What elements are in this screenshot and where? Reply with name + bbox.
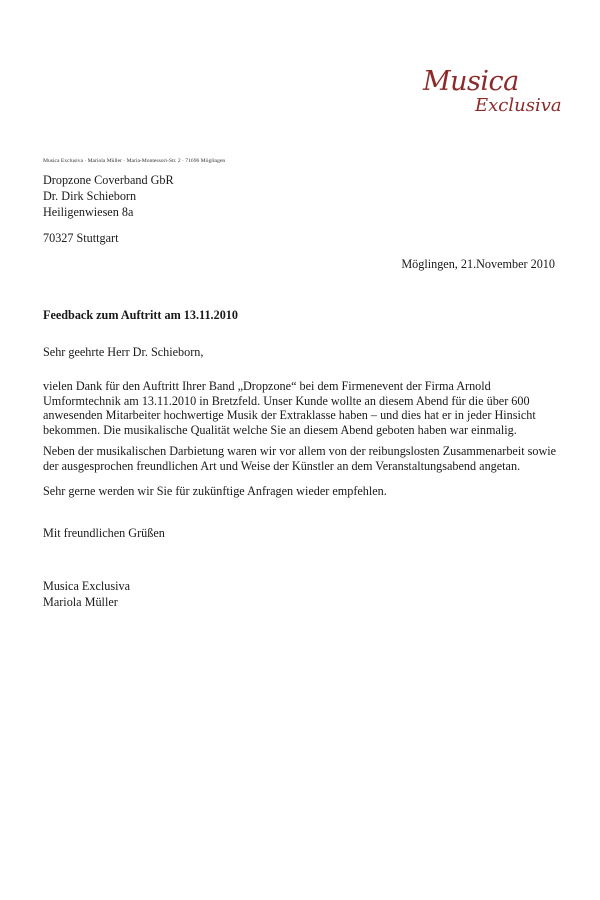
recipient-name: Dropzone Coverband GbR <box>43 173 174 187</box>
sender-return-address: Musica Exclusiva · Mariola Müller · Maria-Montessori-Str. 2 · 71696 Möglingen <box>43 158 226 164</box>
logo-text-exclusiva: Exclusiva <box>475 95 562 116</box>
recipient-contact: Dr. Dirk Schieborn <box>43 189 137 203</box>
letter-salutation: Sehr geehrte Herr Dr. Schieborn, <box>43 345 204 359</box>
signature-company: Musica Exclusiva <box>43 579 130 593</box>
body-paragraph: Neben der musikalischen Darbietung waren wir vor allem von der reibungslosten Zusammenarbeit sowie der ausgesprochen freundlichen Art und Weise der Künstler an dem Veranstaltungsabend angetan. <box>43 444 557 473</box>
signature-name: Mariola Müller <box>43 594 118 609</box>
body-paragraph: Sehr gerne werden wir Sie für zukünftige Anfragen wieder empfehlen. <box>43 484 387 498</box>
logo-text-musica: Musica <box>423 66 519 97</box>
letter-closing: Mit freundlichen Grüßen <box>43 526 165 540</box>
letter-date: Möglingen, 21.November 2010 <box>401 257 555 271</box>
recipient-street: Heiligenwiesen 8a <box>43 205 134 219</box>
body-paragraph: vielen Dank für den Auftritt Ihrer Band „Dropzone“ bei dem Firmenevent der Firma Arnold Umformtechnik am 13.11.2010 in Bretzfeld. Unser Kunde wollte an diesem Abend für die über 600 anwesenden Mitarbeiter hochwertige Musik der Extraklasse haben – und dies hat er in jeder Hinsicht bekommen. Die musikalische Qualität welche Sie an diesem Abend geboten haben war einmalig. <box>43 379 536 437</box>
signature-block <box>43 579 130 610</box>
recipient-city: 70327 Stuttgart <box>43 231 119 245</box>
letter-subject: Feedback zum Auftritt am 13.11.2010 <box>43 308 238 322</box>
company-logo <box>415 62 565 132</box>
recipient-address <box>43 172 174 220</box>
